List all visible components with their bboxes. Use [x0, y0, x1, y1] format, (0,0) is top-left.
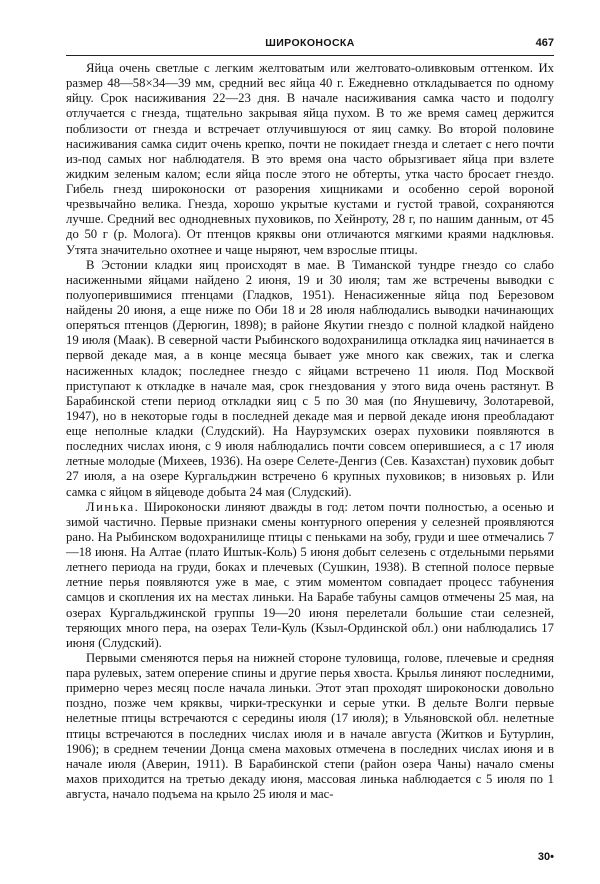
page-number: 467 — [535, 37, 554, 49]
running-title: ШИРОКОНОСКА — [265, 37, 355, 49]
paragraph-eggs: Яйца очень светлые с легким желтоватым или желтовато-оливковым оттенком. Их размер 48—58×34—39 мм, средний вес яйца 40 г. Ежедневно откладывается по одному яйцу. Срок насиживания 22—23 дня. В начале насиживания самка часто и подолгу отлучается с гнезда, тщательно закрывая яйца пухом. В то же время самец держится поблизости от гнезда и встречает отлучившуюся от яиц самку. Во второй половине насиживания самка сидит очень крепко, почти не покидает гнезда и слетает с него почти из-под самых ног наблюдателя. В это время она часто обрызгивает яйца при взлете жидким зеленым калом; если яйца после этого не обтерты, утка часто бросает гнездо. Гибель гнезд широконоски от разорения хищниками и особенно серой вороной чрезвычайно велика. Гнезда, хорошо укрытые кустами и густой травой, сохраняются лучше. Средний вес однодневных пуховиков, по Хейнроту, 28 г, по нашим данным, от 45 до 50 г (р. Молога). От птенцов кряквы они отличаются мягкими краями надклювья. Утята значительно охотнее и чаще ныряют, чем взрослые птицы. — [66, 61, 554, 257]
paragraph-molt-text: Широконоски линяют дважды в год: летом почти полностью, а осенью и зимой частично. Первые признаки смены контурного оперения у селезней проявляются рано. На Рыбинском водохранилище птицы с пеньками на зобу, груди и шее отмечались 7—18 июня. На Алтае (плато Иштык-Коль) 5 июня добыт селезень с отдельными перьями летнего периода на груди, боках и плечевых (Сушкин, 1938). В степной полосе первые летние перья появляются уже в мае, с этим моментом совпадает процесс табунения самцов и скопления их на местах линьки. На Барабе табуны самцов отмечены 25 мая, на озерах Кургальджинской группы 19—20 июня перелетали большие стаи селезней, теряющих много пера, на озерах Тели-Куль (Кзыл-Ординской обл.) они наблюдались 17 июня (Слудский). — [66, 499, 554, 650]
page-header — [66, 37, 554, 56]
paragraph-molt — [66, 500, 554, 651]
paragraph-molt-sequence: Первыми сменяются перья на нижней стороне туловища, голове, плечевые и средняя пара рулевых, затем оперение спины и другие перья хвоста. Крылья линяют последними, примерно через месяц после начала линьки. Этот этап проходят широконоски довольно поздно, позже чем кряквы, чирки-трескунки и серые утки. В дельте Волги первые нелетные птицы встречаются с середины июля (17 июля); в Ульяновской обл. нелетные птицы встречаются в последних числах июля и в начале августа (Житков и Бутурлин, 1906); в среднем течении Донца смена маховых отмечена в последних числах июня и в начале июля (Аверин, 1911). В Барабинской степи (район озера Чаны) начало смены махов приходится на третью декаду июня, массовая линька наблюдается с 5 июля по 1 августа, начало подъема на крыло 25 июля и мас- — [66, 650, 554, 801]
body-text — [66, 61, 554, 802]
signature-mark: 30• — [537, 851, 554, 863]
section-heading-molt: Линька. — [86, 499, 140, 514]
paragraph-nesting-dates: В Эстонии кладки яиц происходят в мае. В Тиманской тундре гнездо со слабо насиженными яйцами найдено 2 июня, 19 и 30 июля; там же встречены выводки с полуоперившимися птенцами (Гладков, 1951). Ненасиженные яйца под Березовом найдены 20 июня, а еще ниже по Оби 18 и 28 июля наблюдались выводки начинающих оперяться птенцов (Дерюгин, 1898); в районе Якутии гнездо с полной кладкой найдено 19 июля (Маак). В северной части Рыбинского водохранилища откладка яиц начинается в первой декаде мая, а в конце месяца бывает уже много как свежих, так и слегка насиженных кладок; последнее гнездо с яйцами встречено 11 июля. Под Москвой приступают к откладке в начале мая, срок гнездования у этого вида очень растянут. В Барабинской степи период откладки яиц с 5 по 30 мая (по Янушевичу, Золотаревой, 1947), но в некоторые годы в последней декаде мая и первой декаде июня преобладают еще неполные кладки (Слудский). На Наурзумских озерах пуховики появляются в последних числах июня, с 9 июля наблюдались почти совсем оперившиеся, а с 17 июля летные молодые (Михеев, 1936). На озере Селете-Денгиз (Сев. Казахстан) пуховик добыт 27 июля, а на озере Кургальджин встречено 6 крупных пуховиков; в низовьях р. Или самка с яйцом в яйцеводе добыта 24 мая (Слудский). — [66, 257, 554, 499]
